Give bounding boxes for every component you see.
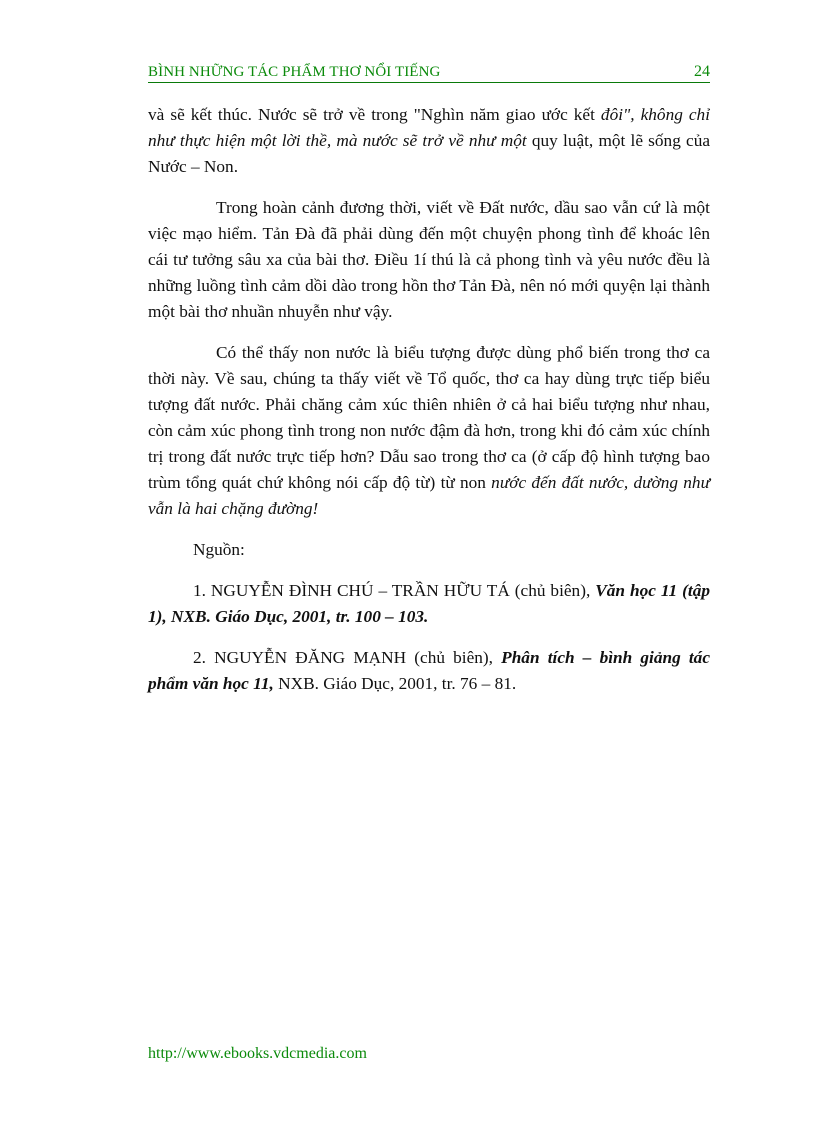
reference-2-work: Phân tích – bình giảng tác phẩm văn học 11, <box>148 648 710 693</box>
paragraph-3-text: Có thể thấy non nước là biểu tượng được dùng phổ biến trong thơ ca thời này. Về sau, chúng ta thấy viết về Tổ quốc, thơ ca hay dùng trực tiếp biểu tượng đất nước. Phải chăng cảm xúc thiên nhiên ở cả hai biểu tượng như nhau, còn cảm xúc phong tình trong non nước đậm đà hơn, trong khi đó cảm xúc chính trị trong đất nước trực tiếp hơn? Dẫu sao trong thơ ca (ở cấp độ hình tượng bao trùm tổng quát chứ không nói cấp độ từ) từ non <box>148 343 710 492</box>
page-number: 24 <box>694 63 710 80</box>
paragraph-3-italic: nước đến đất nước, dường như vẫn là hai chặng đường! <box>148 473 711 518</box>
reference-1-work: Văn học 11 (tập 1), NXB. Giáo Dục, 2001, tr. 100 – 103. <box>148 581 710 626</box>
reference-2 <box>148 645 710 697</box>
sources-label: Nguồn: <box>193 540 245 559</box>
reference-1 <box>148 578 710 630</box>
page-content <box>148 102 710 712</box>
paragraph-1 <box>148 102 710 180</box>
reference-2-author: 2. NGUYỄN ĐĂNG MẠNH (chủ biên), <box>193 648 502 667</box>
reference-2-publisher: NXB. Giáo Dục, 2001, tr. 76 – 81. <box>273 674 517 693</box>
paragraph-1-end: quy luật, một lẽ sống của Nước – Non. <box>148 131 711 176</box>
book-title: BÌNH NHỮNG TÁC PHẨM THƠ NỔI TIẾNG <box>148 64 441 80</box>
page-header <box>148 62 710 83</box>
footer-link[interactable]: http://www.ebooks.vdcmedia.com <box>148 1045 367 1062</box>
paragraph-1-italic: đôi", không chỉ như thực hiện một lời thề, mà nước sẽ trở về như một <box>148 105 710 150</box>
paragraph-2: Trong hoàn cảnh đương thời, viết về Đất nước, dầu sao vẫn cứ là một việc mạo hiểm. Tản Đà đã phải dùng đến một chuyện phong tình để khoác lên cái tư tưởng sâu xa của bài thơ. Điều 1í thú là cả phong tình và yêu nước đều là những luồng tình cảm dồi dào trong hồn thơ Tản Đà, nên nó mới quyện lại thành một bài thơ nhuần nhuyễn như vậy. <box>148 198 710 321</box>
paragraph-1-text: và sẽ kết thúc. Nước sẽ trở về trong "Nghìn năm giao ước kết <box>148 105 601 124</box>
paragraph-3 <box>148 340 710 522</box>
reference-1-author: 1. NGUYỄN ĐÌNH CHÚ – TRẦN HỮU TÁ (chủ biên), <box>193 581 596 600</box>
